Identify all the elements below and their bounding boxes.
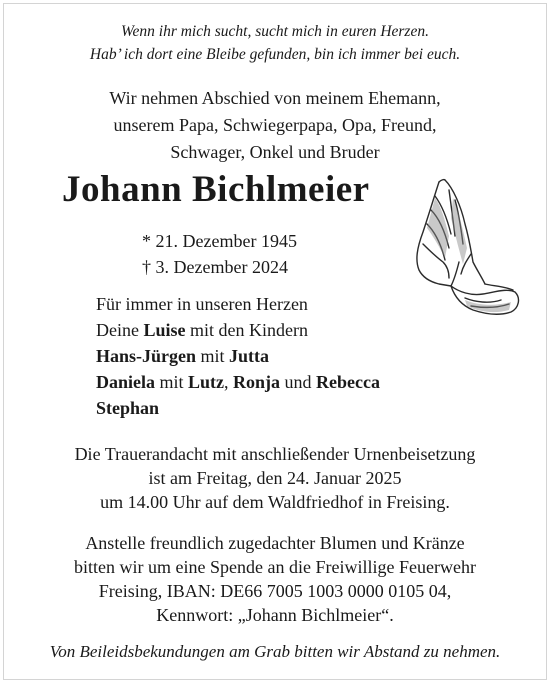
partner-name-2: Lutz xyxy=(188,372,225,392)
donation-line-1: Anstelle freundlich zugedachter Blumen und Kränze xyxy=(85,533,465,553)
donation-line-4: Kennwort: „Johann Bichlmeier“. xyxy=(156,605,394,625)
death-date: † 3. Dezember 2024 xyxy=(142,257,288,277)
intro-line-3: Schwager, Onkel und Bruder xyxy=(170,142,380,162)
deceased-name: Johann Bichlmeier xyxy=(62,169,370,210)
family-suffix: mit den Kindern xyxy=(190,320,308,340)
intro-line-2: unserem Papa, Schwiegerpapa, Opa, Freund, xyxy=(113,115,437,135)
connector-with-2: mit xyxy=(159,372,184,392)
intro-line-1: Wir nehmen Abschied von meinem Ehemann, xyxy=(109,88,441,108)
partner-name-1: Jutta xyxy=(229,346,270,366)
grandchild-name-3: Stephan xyxy=(96,398,160,418)
praying-hands-icon xyxy=(405,174,523,320)
family-line-5 xyxy=(96,396,159,421)
birth-date: * 21. Dezember 1945 xyxy=(142,231,297,251)
motto-line-1: Wenn ihr mich sucht, sucht mich in euren Herzen. xyxy=(121,23,429,40)
service-line-3: um 14.00 Uhr auf dem Waldfriedhof in Freising. xyxy=(100,492,450,512)
wife-name: Luise xyxy=(143,320,186,340)
connector-and: und xyxy=(284,372,312,392)
family-line-3 xyxy=(96,344,269,369)
donation-line-3: Freising, IBAN: DE66 7005 1003 0000 0105 04, xyxy=(98,581,452,601)
family-line-4 xyxy=(96,370,380,395)
family-prefix: Deine xyxy=(96,320,139,340)
connector-with-1: mit xyxy=(200,346,225,366)
child-name-2: Daniela xyxy=(96,372,156,392)
family-line-1: Für immer in unseren Herzen xyxy=(96,294,308,314)
comma-separator: , xyxy=(224,372,229,392)
donation-line-2: bitten wir um eine Spende an die Freiwillige Feuerwehr xyxy=(74,557,476,577)
grandchild-name-2: Rebecca xyxy=(316,372,381,392)
child-name-1: Hans-Jürgen xyxy=(96,346,197,366)
family-line-2 xyxy=(96,318,308,343)
motto-line-2: Hab’ ich dort eine Bleibe gefunden, bin ich immer bei euch. xyxy=(89,46,461,63)
grandchild-name-1: Ronja xyxy=(233,372,281,392)
closing-note: Von Beileidsbekundungen am Grab bitten wir Abstand zu nehmen. xyxy=(49,642,501,661)
service-line-2: ist am Freitag, den 24. Januar 2025 xyxy=(148,468,402,488)
service-line-1: Die Trauerandacht mit anschließender Urnenbeisetzung xyxy=(74,444,476,464)
